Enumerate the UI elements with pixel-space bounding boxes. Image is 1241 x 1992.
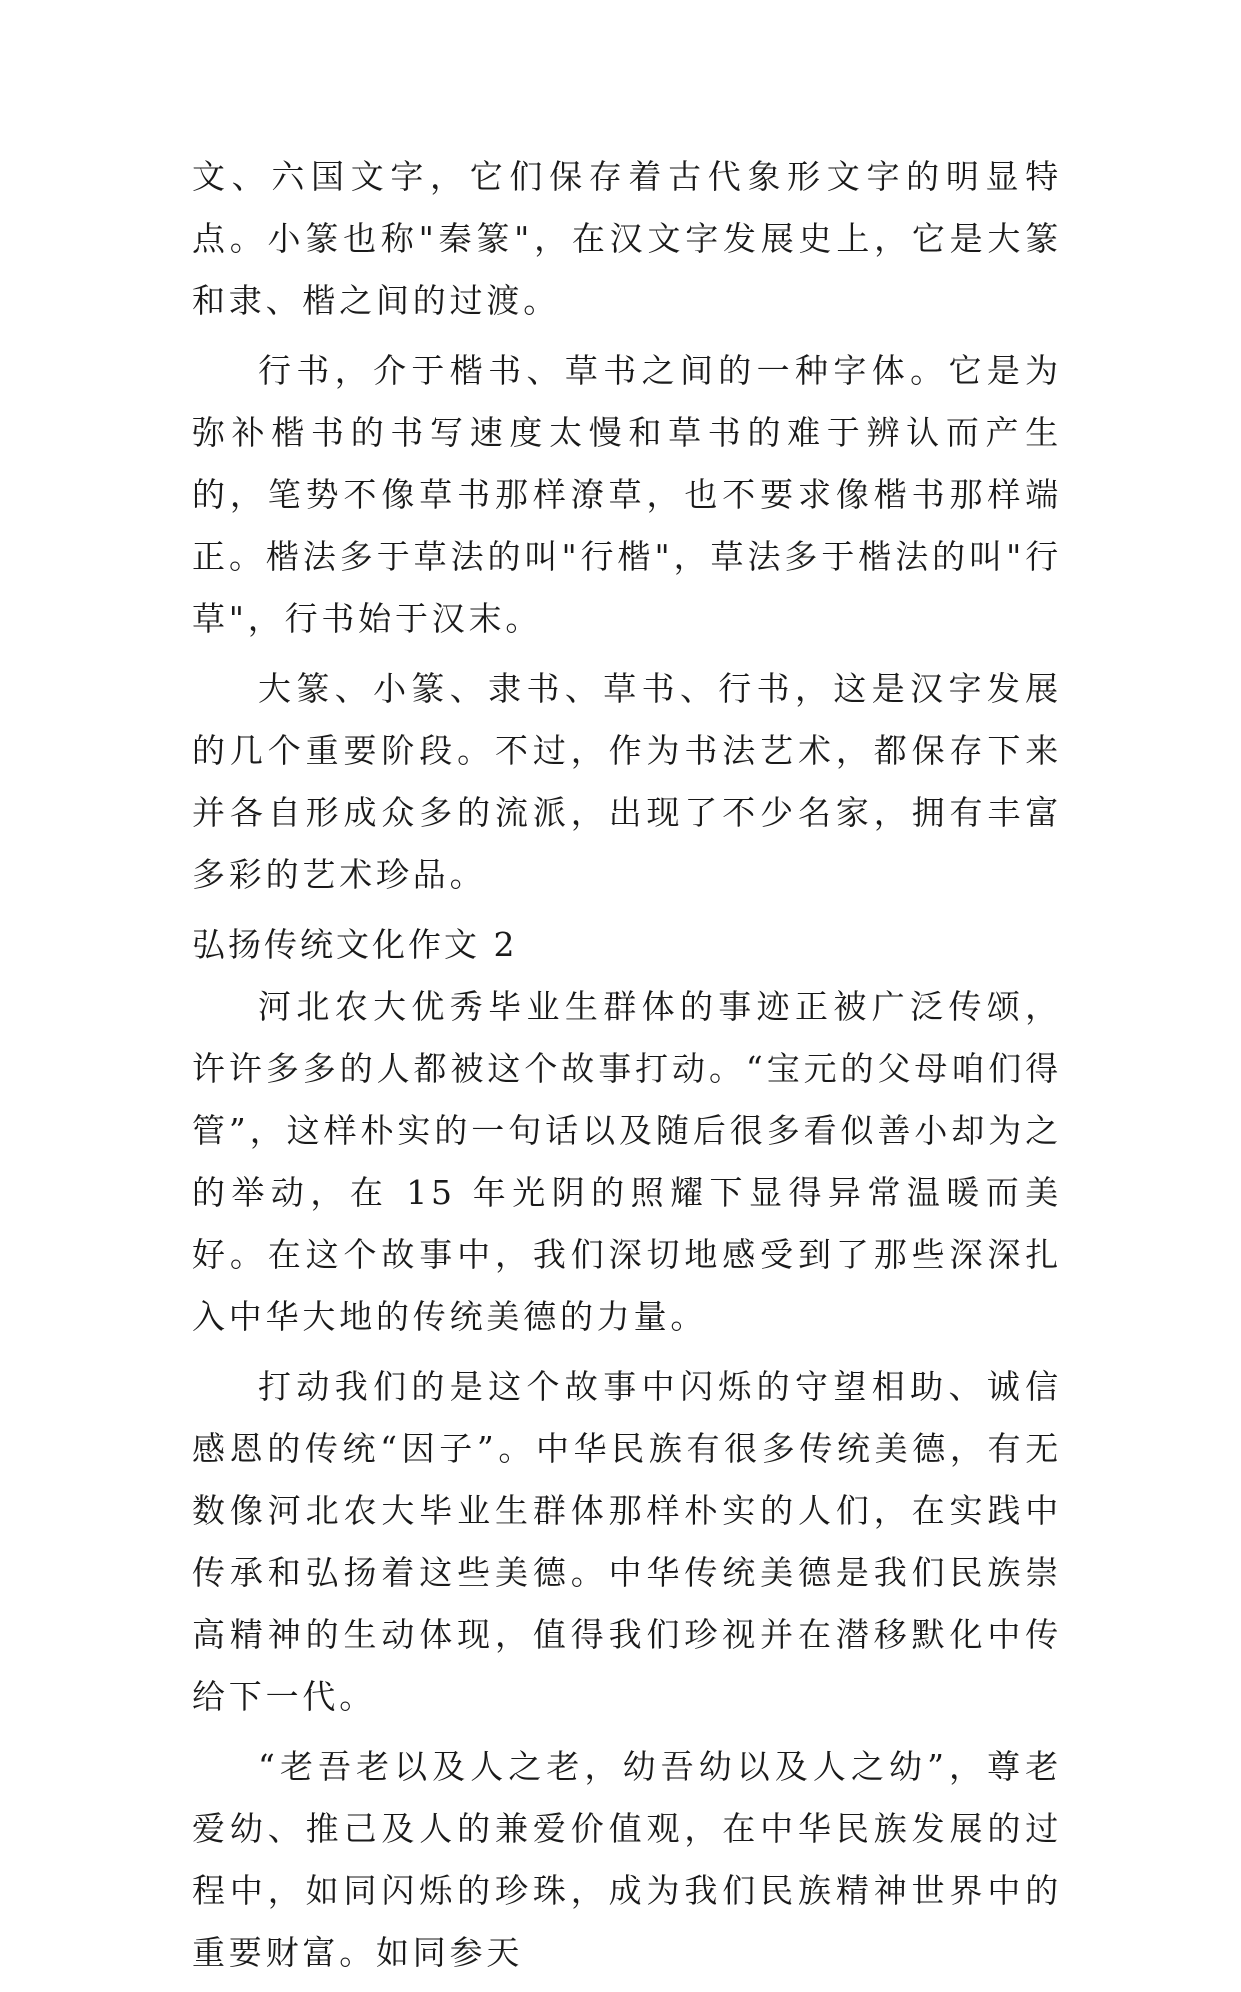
paragraph-seal-script-end: 文、六国文字，它们保存着古代象形文字的明显特点。小篆也称"秦篆"，在汉文字发展史上，它是大篆和隶、楷之间的过渡。	[192, 157, 1062, 320]
paragraph-respect-elders: “老吾老以及人之老，幼吾幼以及人之幼”，尊老爱幼、推己及人的兼爱价值观，在中华民族发展的过程中，如同闪烁的珍珠，成为我们民族精神世界中的重要财富。如同参天	[192, 1747, 1062, 1972]
essay-heading: 弘扬传统文化作文 2	[192, 925, 518, 964]
paragraph-traditional-virtues: 打动我们的是这个故事中闪烁的守望相助、诚信感恩的传统“因子”。中华民族有很多传统美德，有无数像河北农大毕业生群体那样朴实的人们，在实践中传承和弘扬着这些美德。中华传统美德是我们民族崇高精神的生动体现，值得我们珍视并在潜移默化中传给下一代。	[192, 1367, 1062, 1716]
document-body	[192, 146, 1062, 1992]
paragraph-hebei-graduates: 河北农大优秀毕业生群体的事迹正被广泛传颂，许许多多的人都被这个故事打动。“宝元的父母咱们得管”，这样朴实的一句话以及随后很多看似善小却为之的举动，在 15 年光阴的照耀下显得异常温暖而美好。在这个故事中，我们深切地感受到了那些深深扎入中华大地的传统美德的力量。	[192, 987, 1062, 1336]
paragraph-development-stages: 大篆、小篆、隶书、草书、行书，这是汉字发展的几个重要阶段。不过，作为书法艺术，都保存下来并各自形成众多的流派，出现了不少名家，拥有丰富多彩的艺术珍品。	[192, 669, 1062, 894]
paragraph-running-script: 行书，介于楷书、草书之间的一种字体。它是为弥补楷书的书写速度太慢和草书的难于辨认而产生的，笔势不像草书那样潦草，也不要求像楷书那样端正。楷法多于草法的叫"行楷"，草法多于楷法的叫"行草"，行书始于汉末。	[192, 351, 1062, 638]
